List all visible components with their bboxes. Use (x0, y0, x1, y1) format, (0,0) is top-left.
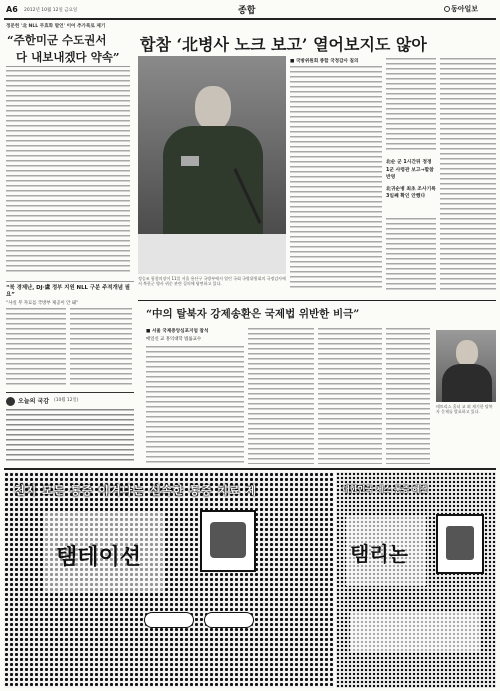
sidebar-body-right (70, 308, 132, 388)
today-box (6, 392, 134, 462)
brand-name: 동아일보 (451, 5, 479, 13)
lower-story-kicker-2: 매일신 교 홍익대학 법률교수 (146, 337, 202, 342)
ad-right (336, 472, 496, 688)
today-box-list (6, 409, 134, 461)
lower-story-kicker-1: ■ 서울 국제중앙심포지엄 참석 (146, 329, 209, 334)
page-number: A6 (6, 5, 18, 14)
portrait-head (456, 340, 478, 366)
main-story-col-1 (290, 66, 382, 291)
ad-left-pill-2 (204, 612, 254, 628)
ad-product-box (200, 510, 256, 572)
ad-left-brand: 탬테이션 (56, 544, 142, 570)
document-papers (138, 234, 286, 274)
left-story-body (6, 70, 130, 275)
lower-story-col-1 (146, 346, 244, 464)
section-title: 종합 (238, 6, 256, 16)
left-story-divider (6, 66, 130, 67)
ad-banner: 천지 모든 통증 이겨나는 신속한 통증 치료 제 (14, 484, 258, 497)
today-subtitle: (10월 12일) (54, 398, 79, 403)
ad-left-pill-1 (144, 612, 194, 628)
officer-badge (181, 156, 199, 166)
ad-right-footer-box (350, 612, 480, 652)
main-story-col-2b (386, 218, 436, 290)
ad-right-banner: 대한민국 제스 통증 해결 (342, 485, 428, 494)
officer-head (195, 86, 231, 130)
sidebar-body-left (6, 308, 66, 388)
main-story-subhead-3: 北귀순병 최초 조사기록 3일째 확인 안했다 (386, 187, 436, 199)
main-story-subhead-1: 北순 군 1시간뒤 정정 (386, 160, 432, 165)
portrait-caption: 테트리스 홀더 교 외 제기한 탈북자 문제를 발표하고 있다. (436, 404, 493, 414)
left-story-headline-2: 다 내보내겠다 약속” (16, 50, 120, 64)
lower-story-col-4 (386, 328, 430, 464)
left-story-kicker: 정문헌 '北 NLL 무효화 발언' 이어 추가폭로 제기 (6, 24, 106, 29)
lower-story-col-3 (318, 328, 382, 464)
brand-logo (444, 4, 478, 14)
header-rule (4, 18, 496, 20)
today-title: 오늘의 국감 (18, 398, 50, 405)
page-date: 2012년 10월 12일 금요일 (24, 8, 78, 13)
today-icon (6, 397, 15, 406)
brand-globe-icon (444, 6, 450, 12)
ad-right-product-label (446, 526, 474, 560)
main-headline: 합참 ‘北병사 노크 보고’ 열어보지도 않아 (140, 35, 427, 54)
photo-caption: 정승조 합참의장이 11일 서울 용산구 국방부에서 열린 국회 국방위원회의 국정감사에서 북한군 병사 귀순 관련 질의에 답변하고 있다. (138, 276, 286, 286)
left-story (6, 22, 130, 277)
sidebar-subhead: “사실 무 자료를 국방부 제공이 안 돼” (6, 301, 79, 306)
ad-product-label (210, 522, 246, 558)
lower-story-col-2 (248, 328, 314, 464)
main-story-bullet: ■ 국방위원회 종합 국정감사 질의 (290, 59, 359, 64)
main-story-col-2 (386, 58, 436, 153)
portrait-photo (436, 330, 496, 402)
sidebar-divider (6, 281, 134, 282)
ad-left (4, 472, 334, 688)
ad-right-product (436, 514, 484, 574)
sidebar-headline: “북 경제난, DJ·盧 정부 지원 NLL 구분 주적개념 필요” (6, 285, 131, 298)
left-story-headline-1: “주한미군 수도권서 (7, 33, 107, 47)
lower-story-headline: “中의 탈북자 강제송환은 국제법 위반한 비극” (146, 308, 360, 320)
lower-story-rule (138, 300, 496, 301)
page-header (0, 0, 500, 20)
main-story-subhead-2: 1군 사령관 보고→합참 반영 (386, 168, 434, 180)
ad-right-brand: 탬리논 (350, 542, 408, 566)
main-story-col-3 (440, 58, 496, 290)
main-photo (138, 56, 286, 274)
portrait-body (442, 364, 492, 402)
ad-top-rule (4, 468, 496, 470)
